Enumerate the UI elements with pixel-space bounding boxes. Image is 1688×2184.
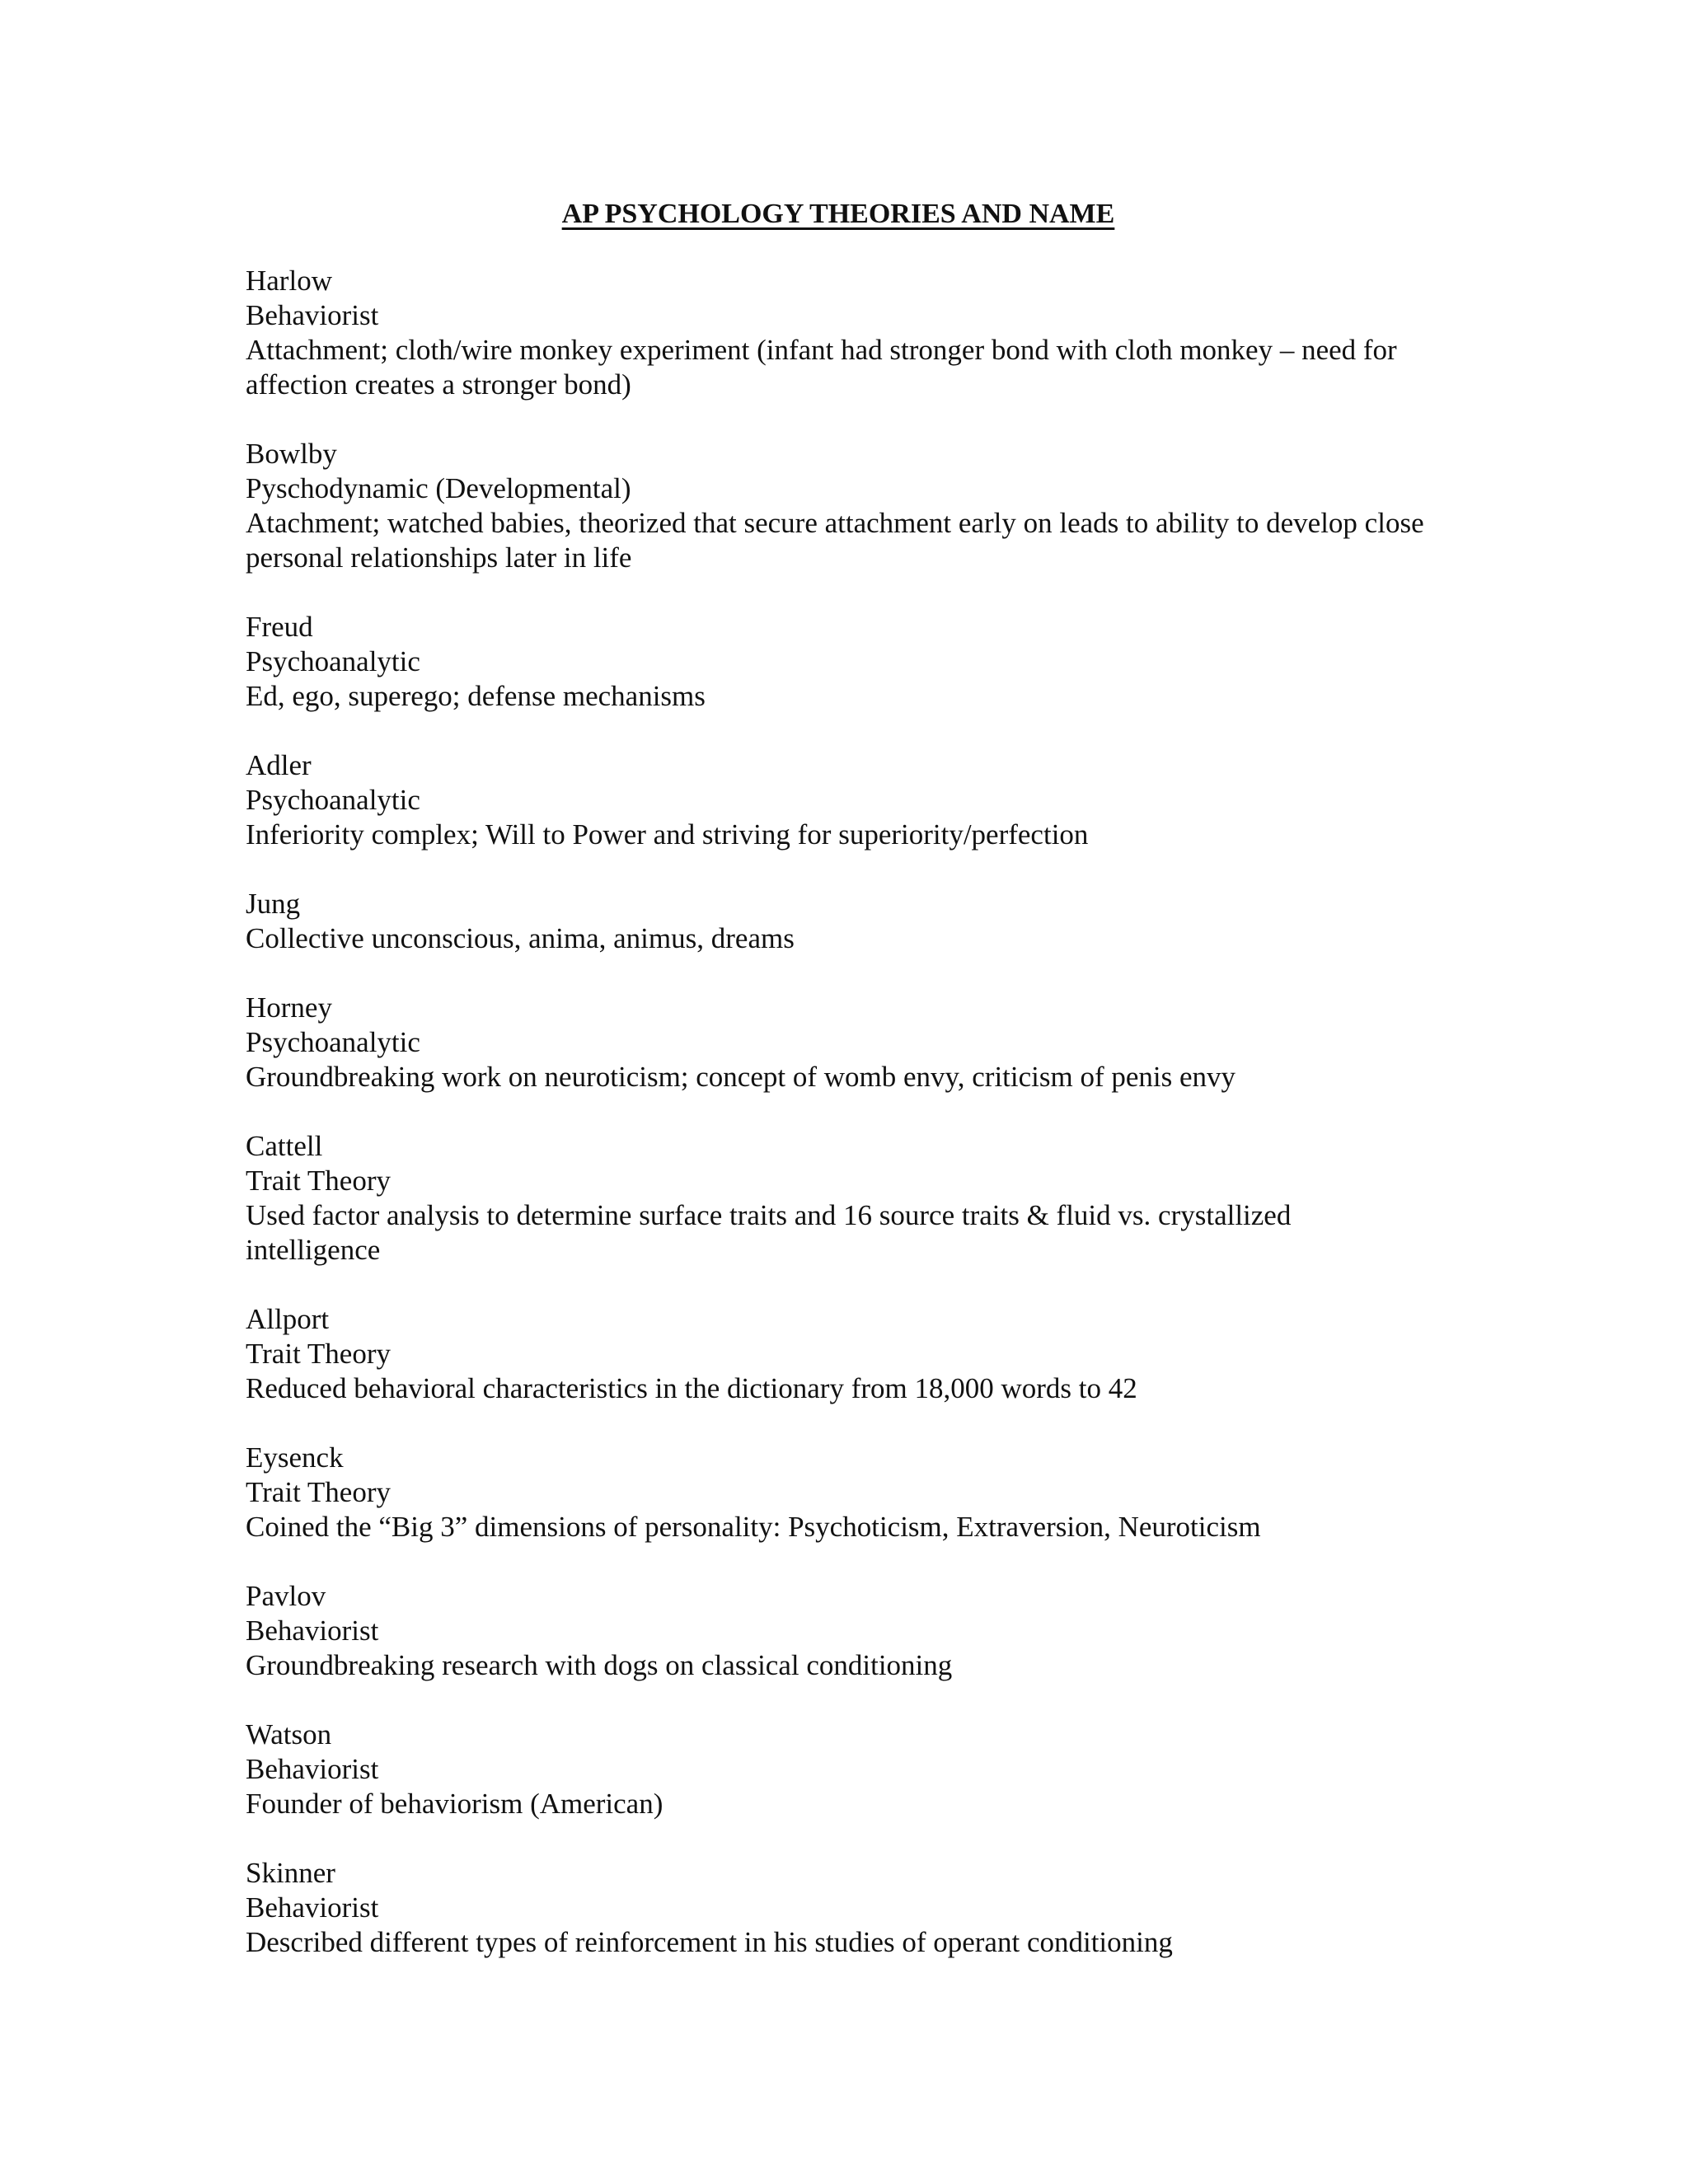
- entry-name: Freud: [246, 611, 313, 643]
- entry-school: Trait Theory: [246, 1165, 391, 1197]
- entry-adler: [246, 748, 1432, 852]
- entry-name: Pavlov: [246, 1580, 326, 1612]
- entry-name: Watson: [246, 1718, 332, 1750]
- entry-name: Harlow: [246, 265, 332, 297]
- entry-cattell: [246, 1129, 1432, 1268]
- entry-description: Collective unconscious, anima, animus, dreams: [246, 922, 795, 954]
- entry-freud: [246, 610, 1432, 714]
- entry-school: Behaviorist: [246, 1753, 379, 1785]
- entry-school: Psychoanalytic: [246, 645, 420, 677]
- entry-skinner: [246, 1856, 1432, 1960]
- entry-school: Behaviorist: [246, 1891, 379, 1924]
- entry-school: Trait Theory: [246, 1476, 391, 1508]
- entry-jung: [246, 887, 1432, 956]
- entry-name: Skinner: [246, 1857, 335, 1889]
- entry-school: Behaviorist: [246, 299, 379, 331]
- entry-name: Eysenck: [246, 1441, 344, 1474]
- entries-list: [246, 264, 1432, 1994]
- entry-name: Cattell: [246, 1130, 323, 1162]
- entry-bowlby: [246, 437, 1432, 575]
- entry-description: Groundbreaking research with dogs on classical conditioning: [246, 1649, 953, 1681]
- page-title: AP PSYCHOLOGY THEORIES AND NAME: [561, 199, 1115, 229]
- entry-description: Founder of behaviorism (American): [246, 1788, 663, 1820]
- entry-watson: [246, 1718, 1432, 1821]
- entry-description: Used factor analysis to determine surface traits and 16 source traits & fluid vs. crystallized intelligence: [246, 1199, 1292, 1266]
- entry-school: Psychoanalytic: [246, 1026, 420, 1058]
- entry-name: Horney: [246, 991, 332, 1024]
- entry-name: Adler: [246, 749, 312, 781]
- entry-description: Inferiority complex; Will to Power and striving for superiority/perfection: [246, 818, 1089, 851]
- entry-description: Atachment; watched babies, theorized that secure attachment early on leads to ability to develop close personal relationships later in life: [246, 507, 1424, 574]
- entry-name: Bowlby: [246, 438, 337, 470]
- entry-description: Coined the “Big 3” dimensions of personality: Psychoticism, Extraversion, Neuroticism: [246, 1511, 1261, 1543]
- entry-school: Trait Theory: [246, 1338, 391, 1370]
- entry-allport: [246, 1302, 1432, 1406]
- entry-description: Described different types of reinforcement in his studies of operant conditioning: [246, 1926, 1173, 1958]
- entry-pavlov: [246, 1579, 1432, 1683]
- entry-description: Reduced behavioral characteristics in the dictionary from 18,000 words to 42: [246, 1372, 1137, 1404]
- entry-horney: [246, 991, 1432, 1094]
- entry-eysenck: [246, 1441, 1432, 1544]
- entry-name: Jung: [246, 888, 301, 920]
- entry-school: Psychoanalytic: [246, 784, 420, 816]
- entry-description: Groundbreaking work on neuroticism; concept of womb envy, criticism of penis envy: [246, 1061, 1236, 1093]
- entry-school: Pyschodynamic (Developmental): [246, 472, 631, 504]
- entry-school: Behaviorist: [246, 1615, 379, 1647]
- entry-description: Ed, ego, superego; defense mechanisms: [246, 680, 706, 712]
- entry-harlow: [246, 264, 1432, 402]
- entry-name: Allport: [246, 1303, 330, 1335]
- entry-description: Attachment; cloth/wire monkey experiment (infant had stronger bond with cloth monkey – need for affection creates a stronger bond): [246, 334, 1397, 401]
